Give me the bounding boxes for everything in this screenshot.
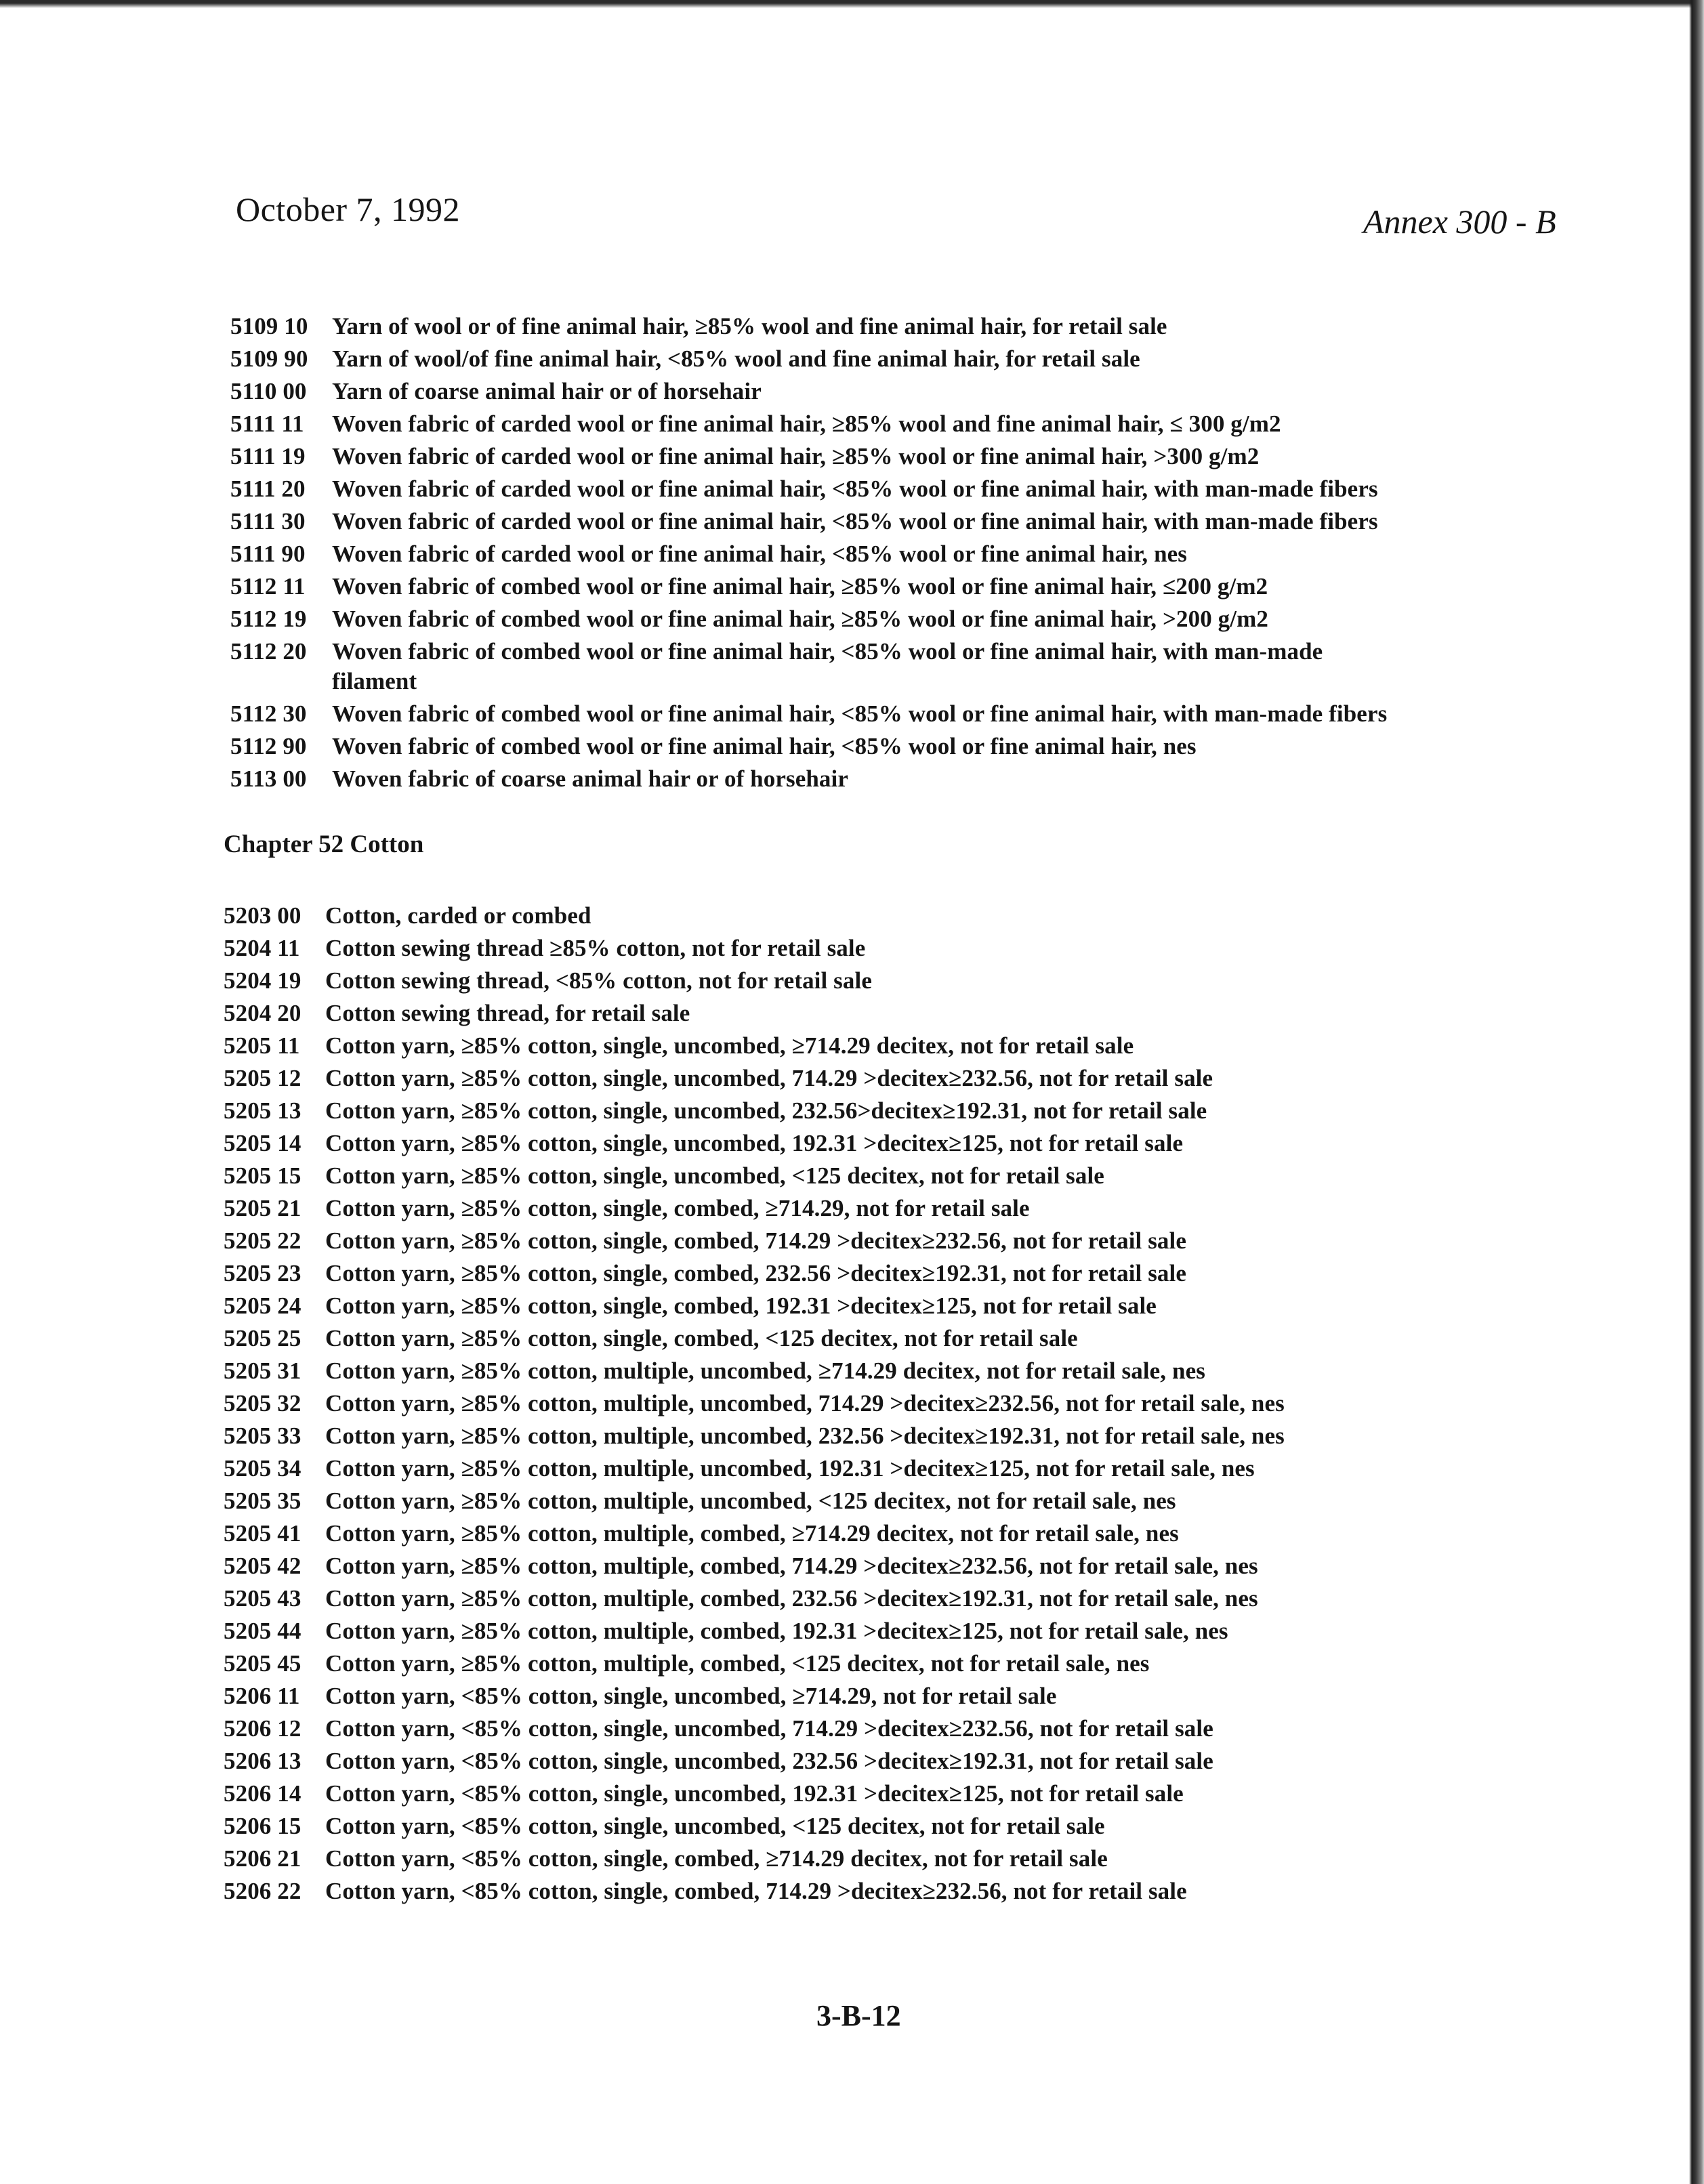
item-description: Cotton yarn, ≥85% cotton, single, combed, 192.31 >decitex≥125, not for retail sale — [325, 1293, 1157, 1319]
item-description: Cotton yarn, ≥85% cotton, multiple, combed, 232.56 >decitex≥192.31, not for retail sale, nes — [325, 1585, 1258, 1612]
list-item — [224, 1420, 1285, 1452]
item-description: Cotton yarn, ≥85% cotton, multiple, uncombed, 192.31 >decitex≥125, not for retail sale, nes — [325, 1455, 1255, 1482]
item-description: Cotton yarn, ≥85% cotton, single, combed, <125 decitex, not for retail sale — [325, 1325, 1078, 1351]
hs-code: 5205 13 — [224, 1097, 302, 1124]
hs-code: 5206 14 — [224, 1780, 302, 1807]
list-item — [224, 1062, 1285, 1095]
list-item — [230, 408, 1387, 440]
hs-code: 5111 20 — [230, 476, 306, 502]
list-item — [224, 1095, 1285, 1127]
list-item — [224, 1843, 1285, 1875]
hs-code: 5205 12 — [224, 1065, 302, 1091]
list-item — [224, 1030, 1285, 1062]
list-item — [230, 375, 1387, 408]
list-item — [230, 473, 1387, 505]
item-description: Cotton yarn, <85% cotton, single, uncombed, <125 decitex, not for retail sale — [325, 1813, 1105, 1839]
list-item — [224, 1290, 1285, 1322]
hs-code: 5205 35 — [224, 1488, 302, 1514]
list-item — [224, 1322, 1285, 1355]
hs-code: 5206 22 — [224, 1878, 302, 1904]
list-item — [230, 698, 1387, 730]
list-item — [224, 900, 1285, 932]
item-description: Cotton yarn, <85% cotton, single, combed, 714.29 >decitex≥232.56, not for retail sale — [325, 1878, 1187, 1904]
hs-code: 5203 00 — [224, 902, 302, 929]
list-item — [224, 1160, 1285, 1192]
item-description: Cotton sewing thread, for retail sale — [325, 1000, 690, 1026]
list-item — [224, 997, 1285, 1030]
hs-code: 5206 21 — [224, 1845, 302, 1872]
list-item — [224, 1225, 1285, 1257]
hs-code: 5113 00 — [230, 765, 307, 792]
hs-code: 5205 14 — [224, 1130, 302, 1156]
hs-code: 5205 11 — [224, 1032, 300, 1059]
hs-code: 5205 33 — [224, 1423, 302, 1449]
list-item — [224, 1745, 1285, 1778]
hs-code: 5112 11 — [230, 573, 306, 600]
item-description: Cotton, carded or combed — [325, 902, 591, 929]
hs-code: 5206 12 — [224, 1715, 302, 1742]
item-description: Cotton yarn, <85% cotton, single, uncombed, 232.56 >decitex≥192.31, not for retail sale — [325, 1748, 1213, 1774]
hs-code: 5205 25 — [224, 1325, 302, 1351]
list-item — [230, 763, 1387, 795]
annex-label: Annex 300 - B — [1363, 203, 1556, 240]
hs-code: 5205 31 — [224, 1358, 302, 1384]
hs-code: 5205 23 — [224, 1260, 302, 1286]
hs-code: 5205 44 — [224, 1618, 302, 1644]
item-description: Cotton sewing thread ≥85% cotton, not for retail sale — [325, 935, 866, 961]
list-item — [224, 1192, 1285, 1225]
item-description: Woven fabric of combed wool or fine animal hair, <85% wool or fine animal hair, with man-made fibers — [332, 700, 1388, 727]
hs-code: 5205 22 — [224, 1227, 302, 1254]
hs-code: 5205 42 — [224, 1553, 302, 1579]
list-item — [224, 1452, 1285, 1485]
list-item — [224, 1615, 1285, 1647]
list-item — [224, 1778, 1285, 1810]
hs-code: 5111 19 — [230, 443, 306, 469]
item-description: Cotton yarn, ≥85% cotton, single, uncombed, <125 decitex, not for retail sale — [325, 1162, 1104, 1189]
list-item — [224, 1647, 1285, 1680]
list-item — [224, 932, 1285, 965]
hs-code: 5205 15 — [224, 1162, 302, 1189]
item-description: Woven fabric of combed wool or fine animal hair, ≥85% wool or fine animal hair, >200 g/m2 — [332, 606, 1268, 632]
list-item — [224, 1257, 1285, 1290]
hs-code: 5205 21 — [224, 1195, 302, 1221]
item-description: Cotton yarn, ≥85% cotton, single, uncombed, 192.31 >decitex≥125, not for retail sale — [325, 1130, 1184, 1156]
item-description: Cotton yarn, <85% cotton, single, uncombed, ≥714.29, not for retail sale — [325, 1683, 1057, 1709]
item-description: Cotton yarn, ≥85% cotton, single, combed, 714.29 >decitex≥232.56, not for retail sale — [325, 1227, 1186, 1254]
item-description: Cotton yarn, ≥85% cotton, single, uncombed, 714.29 >decitex≥232.56, not for retail sale — [325, 1065, 1213, 1091]
list-item — [224, 1582, 1285, 1615]
item-description: Yarn of wool/of fine animal hair, <85% wool and fine animal hair, for retail sale — [332, 345, 1140, 372]
hs-code: 5205 43 — [224, 1585, 302, 1612]
item-description: Cotton sewing thread, <85% cotton, not for retail sale — [325, 967, 872, 994]
item-description: Cotton yarn, ≥85% cotton, multiple, combed, 714.29 >decitex≥232.56, not for retail sale, nes — [325, 1553, 1258, 1579]
hs-code: 5111 90 — [230, 541, 306, 567]
hs-code: 5206 15 — [224, 1813, 302, 1839]
item-description: Cotton yarn, ≥85% cotton, multiple, combed, 192.31 >decitex≥125, not for retail sale, nes — [325, 1618, 1228, 1644]
hs-code: 5206 11 — [224, 1683, 300, 1709]
list-item — [230, 310, 1387, 343]
list-item — [224, 1517, 1285, 1550]
item-description: Woven fabric of coarse animal hair or of horsehair — [332, 765, 848, 792]
hs-code: 5109 90 — [230, 345, 308, 372]
list-item — [224, 1127, 1285, 1160]
item-description: Cotton yarn, <85% cotton, single, uncombed, 192.31 >decitex≥125, not for retail sale — [325, 1780, 1184, 1807]
list-item — [230, 440, 1387, 473]
list-item — [224, 1355, 1285, 1387]
scan-top-edge — [0, 0, 1704, 8]
hs-code: 5112 30 — [230, 700, 307, 727]
item-description: Yarn of wool or of fine animal hair, ≥85% wool and fine animal hair, for retail sale — [332, 313, 1167, 339]
document-date: October 7, 1992 — [236, 190, 461, 228]
list-item — [230, 538, 1387, 570]
item-description: Yarn of coarse animal hair or of horsehair — [332, 378, 762, 404]
hs-code: 5206 13 — [224, 1748, 302, 1774]
list-item — [224, 1550, 1285, 1582]
item-description: Cotton yarn, ≥85% cotton, multiple, uncombed, 232.56 >decitex≥192.31, not for retail sale, nes — [325, 1423, 1285, 1449]
hs-code: 5204 11 — [224, 935, 300, 961]
hs-code: 5205 45 — [224, 1650, 302, 1677]
item-description: Woven fabric of carded wool or fine animal hair, <85% wool or fine animal hair, with man-made fibers — [332, 476, 1378, 502]
cotton-item-list — [224, 900, 1285, 1908]
list-item — [224, 965, 1285, 997]
item-description: Cotton yarn, ≥85% cotton, single, uncombed, 232.56>decitex≥192.31, not for retail sale — [325, 1097, 1207, 1124]
list-item — [230, 603, 1387, 635]
item-description: Cotton yarn, ≥85% cotton, single, combed, 232.56 >decitex≥192.31, not for retail sale — [325, 1260, 1186, 1286]
list-item — [230, 635, 1387, 668]
item-description: Cotton yarn, ≥85% cotton, multiple, combed, ≥714.29 decitex, not for retail sale, nes — [325, 1520, 1179, 1547]
item-description: Woven fabric of combed wool or fine animal hair, <85% wool or fine animal hair, nes — [332, 733, 1197, 759]
list-item — [224, 1713, 1285, 1745]
hs-code: 5111 30 — [230, 508, 306, 534]
list-item — [230, 505, 1387, 538]
item-description: Woven fabric of combed wool or fine animal hair, ≥85% wool or fine animal hair, ≤200 g/m2 — [332, 573, 1268, 600]
item-description: Woven fabric of carded wool or fine animal hair, ≥85% wool and fine animal hair, ≤ 300 g/m2 — [332, 411, 1281, 437]
list-item — [230, 570, 1387, 603]
item-description: Cotton yarn, <85% cotton, single, uncombed, 714.29 >decitex≥232.56, not for retail sale — [325, 1715, 1213, 1742]
item-description: Woven fabric of carded wool or fine animal hair, <85% wool or fine animal hair, nes — [332, 541, 1188, 567]
item-description: Woven fabric of carded wool or fine animal hair, <85% wool or fine animal hair, with man-made fibers — [332, 508, 1378, 534]
item-description: Woven fabric of carded wool or fine animal hair, ≥85% wool or fine animal hair, >300 g/m2 — [332, 443, 1260, 469]
hs-code: 5109 10 — [230, 313, 308, 339]
scan-right-edge — [1663, 0, 1704, 2184]
item-description: Cotton yarn, ≥85% cotton, multiple, uncombed, <125 decitex, not for retail sale, nes — [325, 1488, 1176, 1514]
page-number: 3-B-12 — [816, 1999, 901, 2032]
list-item — [230, 343, 1387, 375]
list-item — [224, 1387, 1285, 1420]
item-description: Cotton yarn, ≥85% cotton, multiple, combed, <125 decitex, not for retail sale, nes — [325, 1650, 1150, 1677]
chapter-heading: Chapter 52 Cotton — [224, 831, 424, 858]
hs-code: 5205 32 — [224, 1390, 302, 1416]
list-item — [224, 1680, 1285, 1713]
hs-code: 5204 20 — [224, 1000, 302, 1026]
hs-code: 5205 41 — [224, 1520, 302, 1547]
item-description-continuation: filament — [332, 668, 417, 694]
hs-code: 5204 19 — [224, 967, 302, 994]
item-description: Cotton yarn, ≥85% cotton, multiple, uncombed, ≥714.29 decitex, not for retail sale, nes — [325, 1358, 1205, 1384]
item-description: Cotton yarn, ≥85% cotton, single, combed, ≥714.29, not for retail sale — [325, 1195, 1030, 1221]
item-description: Cotton yarn, <85% cotton, single, combed, ≥714.29 decitex, not for retail sale — [325, 1845, 1108, 1872]
item-description: Cotton yarn, ≥85% cotton, single, uncombed, ≥714.29 decitex, not for retail sale — [325, 1032, 1134, 1059]
hs-code: 5205 24 — [224, 1293, 302, 1319]
item-description: Woven fabric of combed wool or fine animal hair, <85% wool or fine animal hair, with man-made — [332, 638, 1323, 665]
hs-code: 5112 20 — [230, 638, 307, 665]
item-description: Cotton yarn, ≥85% cotton, multiple, uncombed, 714.29 >decitex≥232.56, not for retail sale, nes — [325, 1390, 1285, 1416]
list-item — [224, 1810, 1285, 1843]
list-item — [230, 730, 1387, 763]
wool-item-list — [230, 310, 1387, 795]
hs-code: 5111 11 — [230, 411, 304, 437]
list-item — [224, 1485, 1285, 1517]
list-item — [224, 1875, 1285, 1908]
hs-code: 5112 90 — [230, 733, 307, 759]
hs-code: 5110 00 — [230, 378, 307, 404]
hs-code: 5112 19 — [230, 606, 307, 632]
hs-code: 5205 34 — [224, 1455, 302, 1482]
